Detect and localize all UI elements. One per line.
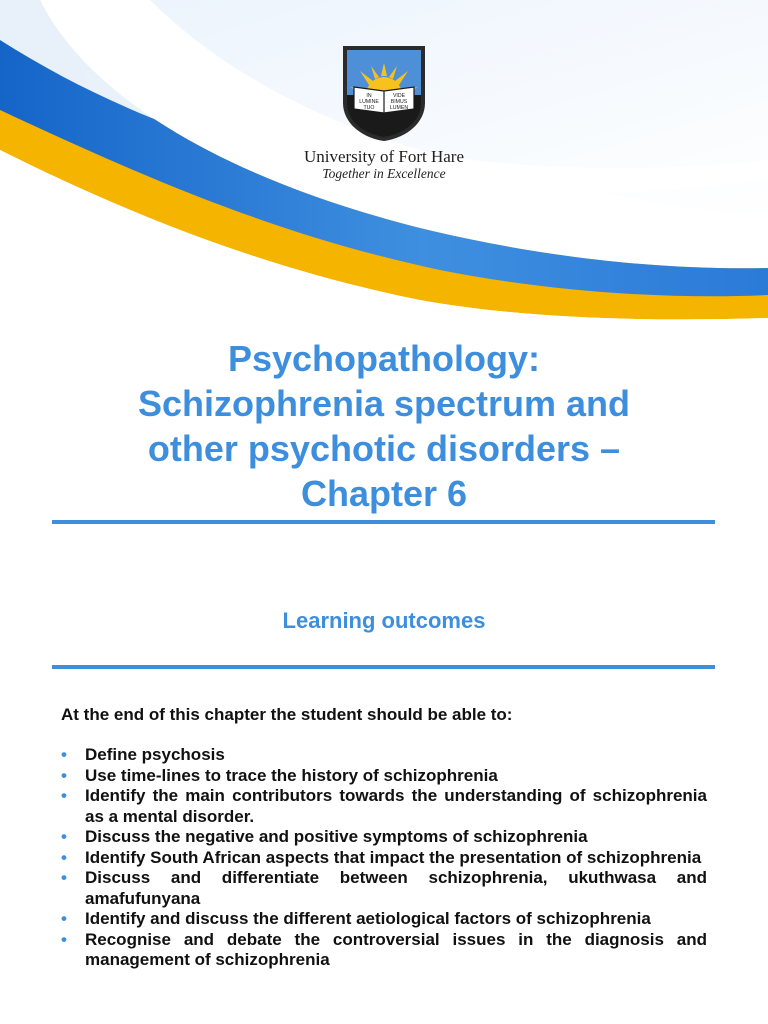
title-line: Psychopathology: xyxy=(227,338,541,379)
list-item xyxy=(61,848,707,869)
bullet-icon: • xyxy=(61,909,67,928)
list-item xyxy=(61,930,707,971)
title-line: other psychotic disorders – xyxy=(147,428,621,469)
list-item xyxy=(61,909,707,930)
university-crest-icon xyxy=(340,43,428,143)
crest-motto-word: VIDE xyxy=(392,93,406,99)
title-line: Schizophrenia spectrum and xyxy=(137,383,631,424)
list-item-text: Discuss the negative and positive symptoms of schizophrenia xyxy=(85,827,588,846)
list-item xyxy=(61,745,707,766)
university-tagline: Together in Excellence xyxy=(322,166,446,181)
list-item-text: Identify the main contributors towards the understanding of schizophrenia as a mental disorder. xyxy=(85,786,707,826)
list-item xyxy=(61,827,707,848)
crest-motto-word: IN xyxy=(366,93,372,99)
bullet-icon: • xyxy=(61,827,67,846)
crest-motto-word: TUO xyxy=(363,105,375,111)
bullet-icon: • xyxy=(61,745,67,764)
list-item-text: Define psychosis xyxy=(85,745,225,764)
list-item-text: Recognise and debate the controversial issues in the diagnosis and management of schizophrenia xyxy=(85,929,707,969)
bullet-icon: • xyxy=(61,929,67,949)
crest-motto-word: BIMUS xyxy=(390,99,408,105)
learning-outcomes-list xyxy=(61,745,707,971)
list-item-text: Identify and discuss the different aetiological factors of schizophrenia xyxy=(85,909,651,928)
list-item-text: Identify South African aspects that impact the presentation of schizophrenia xyxy=(85,847,702,867)
crest-motto-word: LUMEN xyxy=(389,105,409,111)
list-item xyxy=(61,766,707,787)
list-item xyxy=(61,868,707,909)
subtitle-divider xyxy=(52,665,715,669)
section-subtitle: Learning outcomes xyxy=(282,608,486,633)
list-item-text: Discuss and differentiate between schizophrenia, ukuthwasa and amafufunyana xyxy=(85,868,707,908)
outcomes-intro: At the end of this chapter the student should be able to: xyxy=(61,705,513,724)
crest-motto-word: LUMINE xyxy=(359,99,379,105)
bullet-icon: • xyxy=(61,847,67,867)
slide-title xyxy=(40,336,728,516)
title-line: Chapter 6 xyxy=(300,473,468,514)
bullet-icon: • xyxy=(61,765,67,785)
title-divider xyxy=(52,520,715,524)
list-item xyxy=(61,786,707,827)
bullet-icon: • xyxy=(61,786,67,805)
list-item-text: Use time-lines to trace the history of schizophrenia xyxy=(85,765,498,785)
bullet-icon: • xyxy=(61,868,67,887)
university-name: University of Fort Hare xyxy=(303,147,465,166)
